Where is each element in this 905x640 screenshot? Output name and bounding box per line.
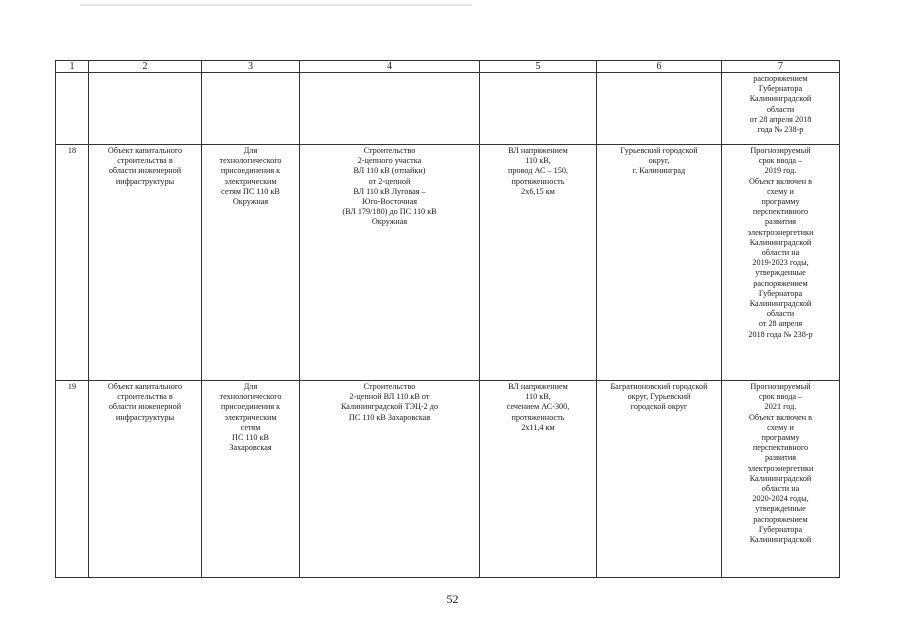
column-number: 5 (480, 61, 597, 73)
page-number: 52 (446, 592, 459, 606)
location-cell: Багратионовский городской округ, Гурьевский городской округ (597, 381, 722, 578)
infrastructure-objects-table (55, 60, 840, 578)
column-number: 6 (597, 61, 722, 73)
column-number: 7 (722, 61, 840, 73)
scan-artifact-line (80, 4, 472, 6)
location-cell (597, 73, 722, 145)
table-row (56, 145, 840, 381)
characteristics-cell: ВЛ напряжением 110 кВ, сечением АС-300, протяженность 2х11,4 км (480, 381, 597, 578)
notes-cell: распоряжением Губернатора Калининградской области от 28 апреля 2018 года № 238-р (722, 73, 840, 145)
description-cell: Строительство 2-цепного участка ВЛ 110 кВ (отпайки) от 2-цепной ВЛ 110 кВ Луговая – Юго-Восточная (ВЛ 179/180) до ПС 110 кВ Окружная (300, 145, 480, 381)
object-type-cell (89, 73, 202, 145)
purpose-cell: Для технологического присоединения к электрическим сетям ПС 110 кВ Окружная (202, 145, 300, 381)
table-row (56, 381, 840, 578)
column-number: 3 (202, 61, 300, 73)
notes-cell: Прогнозируемый срок ввода – 2021 год. Объект включен в схему и программу перспективного развития электроэнергетики Калининградской области на 2020-2024 годы, утвержденные распоряжением Губернатора Калининградской (722, 381, 840, 578)
column-number: 4 (300, 61, 480, 73)
row-number: 18 (56, 145, 89, 381)
purpose-cell: Для технологического присоединения к электрическим сетям ПС 110 кВ Захаровская (202, 381, 300, 578)
description-cell (300, 73, 480, 145)
characteristics-cell: ВЛ напряжением 110 кВ, провод АС – 150, протяженность 2х6,15 км (480, 145, 597, 381)
purpose-cell (202, 73, 300, 145)
object-type-cell: Объект капитального строительства в области инженерной инфраструктуры (89, 381, 202, 578)
row-number (56, 73, 89, 145)
column-number: 1 (56, 61, 89, 73)
characteristics-cell (480, 73, 597, 145)
column-number-row (56, 61, 840, 73)
description-cell: Строительство 2-цепной ВЛ 110 кВ от Калининградской ТЭЦ-2 до ПС 110 кВ Захаровская (300, 381, 480, 578)
column-number: 2 (89, 61, 202, 73)
table-row-continued (56, 73, 840, 145)
object-type-cell: Объект капитального строительства в области инженерной инфраструктуры (89, 145, 202, 381)
notes-cell: Прогнозируемый срок ввода – 2019 год. Объект включен в схему и программу перспективного развития электроэнергетики Калининградской области на 2019-2023 годы, утвержденные распоряжением Губернатора Калининградской области от 28 апреля 2018 года № 238-р (722, 145, 840, 381)
location-cell: Гурьевский городской округ, г. Калининград (597, 145, 722, 381)
row-number: 19 (56, 381, 89, 578)
